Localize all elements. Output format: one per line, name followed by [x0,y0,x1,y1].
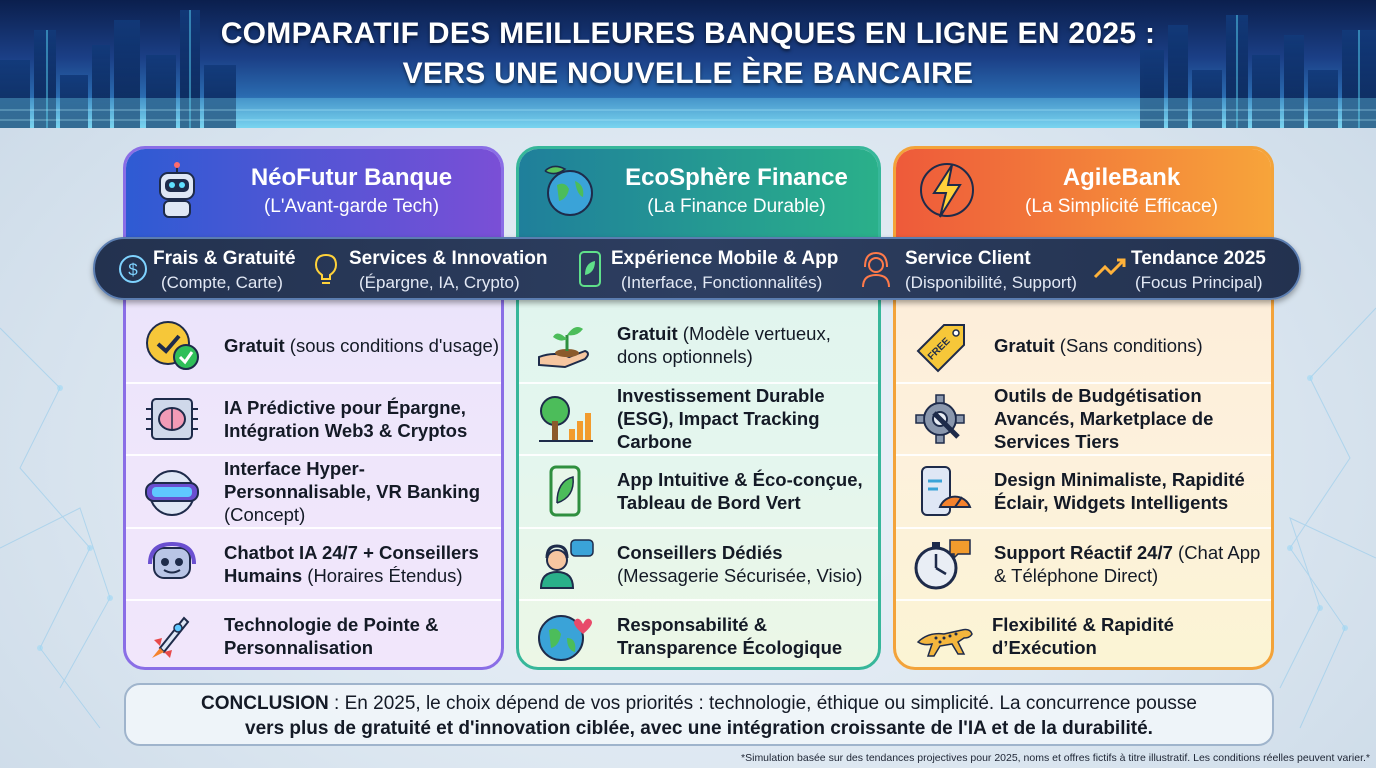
globe-heart-icon [535,608,595,664]
phone-speedometer-icon [912,463,972,519]
lightning-icon [916,159,978,221]
feature-detail: (Horaires Étendus) [302,564,463,586]
feature-bold: Outils de Budgétisation Avancés, Marketplace de Services Tiers [994,385,1214,453]
cheetah-icon [904,608,984,664]
feature-bold: Interface Hyper-Personnalisable, VR Banking [224,457,480,502]
list-item [896,599,1271,670]
criteria-label: Frais & Gratuité [153,248,296,269]
list-item [126,599,501,670]
feature-bold: Flexibilité & Rapidité d’Exécution [992,614,1174,659]
criteria-sub: (Focus Principal) [1135,273,1263,292]
vr-headset-icon [142,463,202,519]
bank-feature-list [126,309,501,670]
list-item [519,599,878,670]
tree-chart-icon [535,391,595,447]
feature-detail: (Modèle vertueux, dons optionnels) [617,323,831,368]
free-tag-icon [912,317,972,373]
footnote: *Simulation basée sur des tendances projectives pour 2025, noms et offres fictifs à titre illustratif. Les conditions réelles peuvent varier.* [741,752,1370,764]
bank-header [896,149,1271,237]
feature-bold: Technologie de Pointe & Personnalisation [224,614,439,659]
svg-text:$: $ [128,260,138,279]
feature-bold: Gratuit [224,334,285,356]
page-title [0,14,1376,94]
list-item [519,309,878,382]
dollar-coin-icon [117,249,151,289]
list-item [896,527,1271,600]
bank-tagline: (L'Avant-garde Tech) [263,196,440,217]
rocket-icon [142,608,202,664]
bank-header [126,149,501,237]
feature-detail: (sous conditions d'usage) [284,334,499,356]
bank-feature-list [519,309,878,670]
feature-bold: Responsabilité & Transparence Écologique [617,614,843,659]
chatbot-robot-icon [142,536,202,592]
bank-tagline: (La Simplicité Efficace) [1025,196,1218,217]
bank-name: EcoSphère Finance [625,164,848,191]
bank-header [519,149,878,237]
title-line-1: COMPARATIF DES MEILLEURES BANQUES EN LIGNE EN 2025 : [220,17,1156,50]
feature-bold: Support Réactif 24/7 [994,541,1173,563]
criteria-sub: (Épargne, IA, Crypto) [359,273,520,292]
header-banner [0,0,1376,128]
criteria-sub: (Compte, Carte) [161,273,283,292]
ai-chip-brain-icon [142,391,202,447]
bank-card-neofutur [123,146,504,670]
conclusion-line-2: vers plus de gratuité et d'innovation ciblée, avec une intégration croissante de l'IA et de la durabilité. [245,718,1153,739]
list-item [126,454,501,527]
gear-wrench-icon [912,391,972,447]
list-item [896,382,1271,455]
feature-bold: Design Minimaliste, Rapidité Éclair, Widgets Intelligents [994,469,1245,514]
headset-icon [859,249,893,289]
list-item [896,309,1271,382]
robot-icon [146,159,208,221]
conclusion-box [124,683,1274,746]
list-item [126,527,501,600]
advisor-chat-icon [535,536,595,592]
feature-bold: IA Prédictive pour Épargne, Intégration Web3 & Cryptos [224,396,468,441]
bank-card-agilebank [893,146,1274,670]
feature-detail: (Messagerie Sécurisée, Visio) [617,564,863,586]
conclusion-line-1: : En 2025, le choix dépend de vos priorités : technologie, éthique ou simplicité. La concurrence pousse [328,693,1197,714]
trend-arrow-icon [1093,249,1127,289]
list-item [126,309,501,382]
list-item [896,454,1271,527]
checkmark-coin-icon [142,317,202,373]
conclusion-label: CONCLUSION [201,693,329,714]
feature-detail: (Concept) [224,503,306,525]
criteria-label: Services & Innovation [349,248,548,269]
lightbulb-icon [309,249,343,289]
hand-sprout-icon [535,317,595,373]
bank-name: AgileBank [1062,164,1181,191]
criteria-label: Tendance 2025 [1131,248,1266,269]
feature-bold: App Intuitive & Éco-conçue, Tableau de Bord Vert [617,469,863,514]
feature-detail: (Chat App & Téléphone Direct) [994,541,1261,586]
criteria-sub: (Disponibilité, Support) [905,273,1077,292]
list-item [519,527,878,600]
feature-detail: (Sans conditions) [1054,334,1203,356]
bank-tagline: (La Finance Durable) [647,196,826,217]
criteria-sub: (Interface, Fonctionnalités) [621,273,823,292]
feature-bold: Gratuit [617,323,678,345]
feature-bold: Chatbot IA 24/7 + Conseillers Humains [224,541,479,586]
list-item [519,382,878,455]
list-item [126,382,501,455]
list-item [519,454,878,527]
criteria-label: Service Client [905,248,1031,269]
feature-bold: Conseillers Dédiés [617,541,783,563]
free-tag-label: FREE [925,336,953,363]
bank-name: NéoFutur Banque [250,164,453,191]
feature-bold: Investissement Durable (ESG), Impact Tracking Carbone [617,385,825,453]
criteria-label: Expérience Mobile & App [611,248,839,269]
phone-leaf-icon [535,463,595,519]
leaf-globe-icon [539,159,601,221]
bank-card-ecosphere [516,146,881,670]
feature-bold: Gratuit [994,334,1055,356]
stopwatch-chat-icon [912,536,972,592]
criteria-band [93,237,1301,300]
title-line-2: VERS UNE NOUVELLE ÈRE BANCAIRE [402,57,974,90]
bank-feature-list [896,309,1271,670]
smartphone-icon [573,249,607,289]
